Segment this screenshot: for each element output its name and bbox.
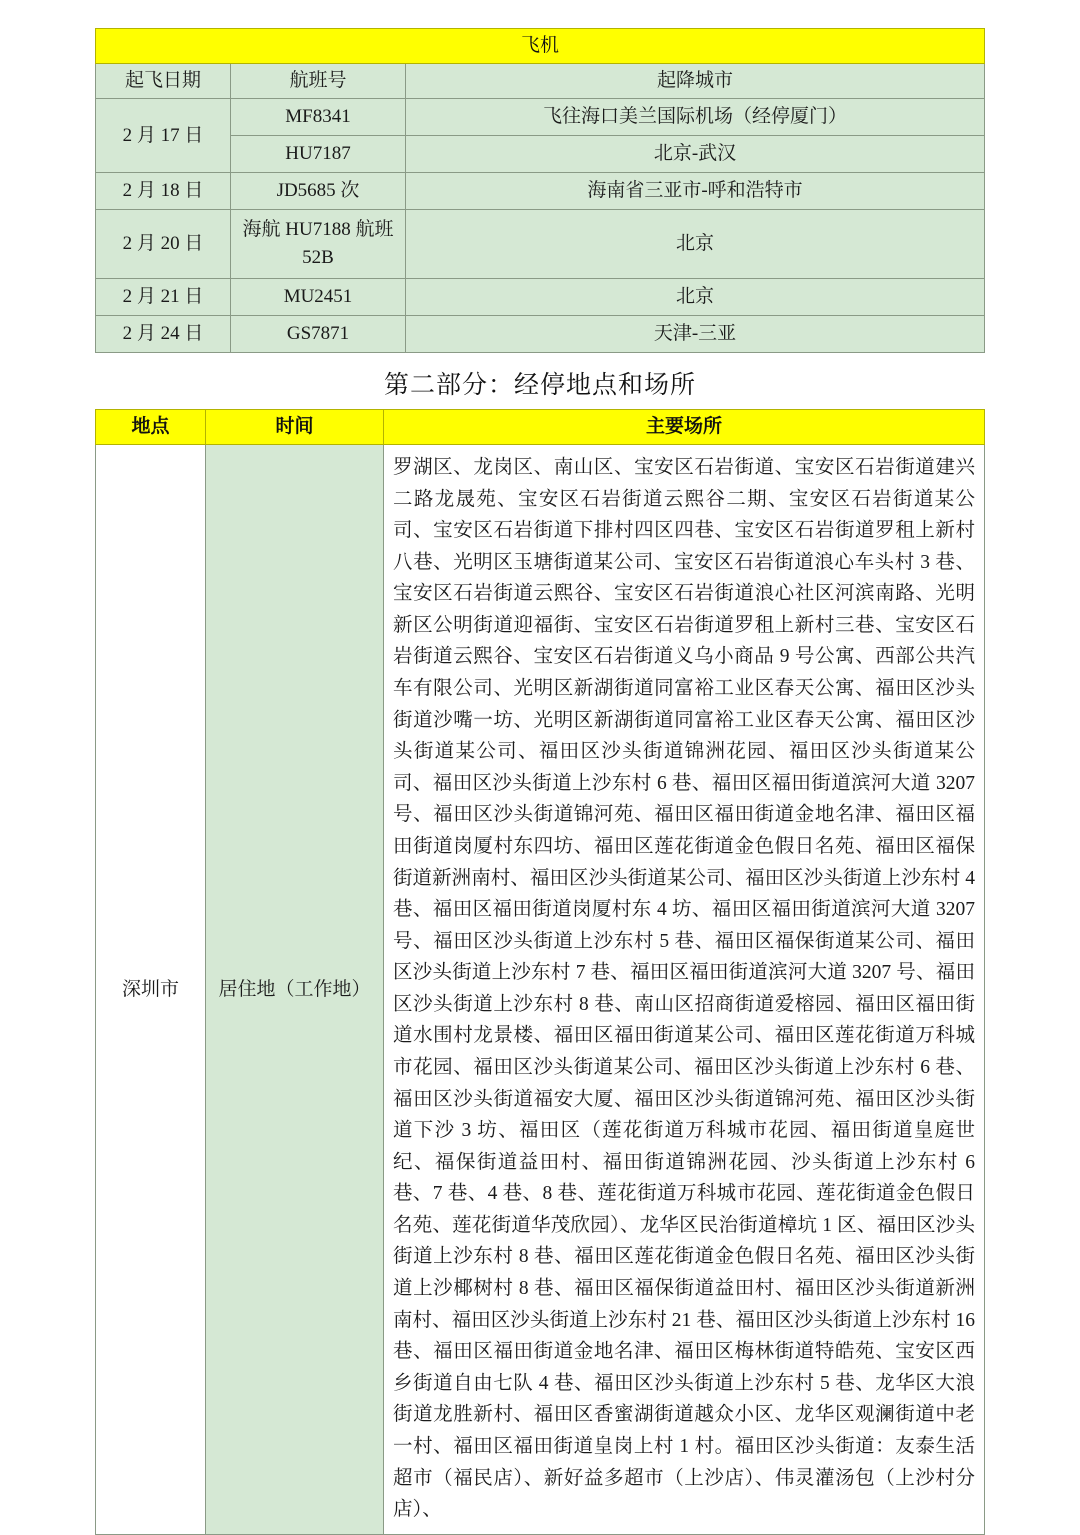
venues-cell: 罗湖区、龙岗区、南山区、宝安区石岩街道、宝安区石岩街道建兴二路龙晟苑、宝安区石岩街道云熙谷二期、宝安区石岩街道某公司、宝安区石岩街道下排村四区四巷、宝安区石岩街道罗租上新村八巷、光明区玉塘街道某公司、宝安区石岩街道浪心车头村 3 巷、宝安区石岩街道云熙谷、宝安区石岩街道浪心社区河滨南路、光明新区公明街道迎福街、宝安区石岩街道罗租上新村三巷、宝安区石岩街道云熙谷、宝安区石岩街道义乌小商品 9 号公寓、西部公共汽车有限公司、光明区新湖街道同富裕工业区春天公寓、福田区沙头街道沙嘴一坊、光明区新湖街道同富裕工业区春天公寓、福田区沙头街道某公司、福田区沙头街道锦洲花园、福田区沙头街道某公司、福田区沙头街道上沙东村 6 巷、福田区福田街道滨河大道 3207 号、福田区沙头街道锦河苑、福田区福田街道金地名津、福田区福田街道岗厦村东四坊、福田区莲花街道金色假日名苑、福田区福保街道新洲南村、福田区沙头街道某公司、福田区沙头街道上沙东村 4 巷、福田区福田街道岗厦村东 4 坊、福田区福田街道滨河大道 3207 号、福田区沙头街道上沙东村 5 巷、福田区福保街道某公司、福田区沙头街道上沙东村 7 巷、福田区福田街道滨河大道 3207 号、福田区沙头街道上沙东村 8 巷、南山区招商街道爱榕园、福田区福田街道水围村龙景楼、福田区福田街道某公司、福田区莲花街道万科城市花园、福田区沙头街道某公司、福田区沙头街道上沙东村 6 巷、福田区沙头街道福安大厦、福田区沙头街道锦河苑、福田区沙头街道下沙 3 坊、福田区（莲花街道万科城市花园、福田街道皇庭世纪、福保街道益田村、福田街道锦洲花园、沙头街道上沙东村 6 巷、7 巷、4 巷、8 巷、莲花街道万科城市花园、莲花街道金色假日名苑、莲花街道华茂欣园）、龙华区民治街道樟坑 1 区、福田区沙头街道上沙东村 8 巷、福田区莲花街道金色假日名苑、福田区沙头街道上沙椰树村 8 巷、福田区福保街道益田村、福田区沙头街道新洲南村、福田区沙头街道上沙东村 21 巷、福田区沙头街道上沙东村 16 巷、福田区福田街道金地名津、福田区梅林街道特皓苑、宝安区西乡街道自由七队 4 巷、福田区沙头街道上沙东村 5 巷、龙华区大浪街道龙胜新村、福田区香蜜湖街道越众小区、龙华区观澜街道中老一村、福田区福田街道皇岗上村 1 村。福田区沙头街道：友泰生活超市（福民店）、新好益多超市（上沙店）、伟灵灌汤包（上沙村分店）、 — [384, 445, 985, 1535]
flight-date-cell: 2 月 17 日 — [96, 99, 231, 173]
flight-number-cell: GS7871 — [231, 316, 406, 353]
table-row — [96, 445, 985, 1535]
column-header-time: 时间 — [206, 410, 384, 445]
flight-date-cell: 2 月 21 日 — [96, 279, 231, 316]
places-table-header-row — [96, 410, 985, 445]
flight-number-cell: MU2451 — [231, 279, 406, 316]
column-header-main-venues: 主要场所 — [384, 410, 985, 445]
flight-date-cell: 2 月 24 日 — [96, 316, 231, 353]
section-heading-part-two: 第二部分：经停地点和场所 — [383, 372, 696, 399]
flight-city-cell: 天津-三亚 — [406, 316, 985, 353]
column-header-departure-date: 起飞日期 — [96, 64, 231, 99]
flight-city-cell: 北京 — [406, 279, 985, 316]
flight-date-cell: 2 月 18 日 — [96, 173, 231, 210]
column-header-location: 地点 — [96, 410, 206, 445]
flight-table — [95, 28, 985, 353]
flight-city-cell: 北京-武汉 — [406, 136, 985, 173]
flight-table-title-row — [96, 29, 985, 64]
table-row — [96, 279, 985, 316]
location-cell: 深圳市 — [96, 445, 206, 1535]
time-cell: 居住地（工作地） — [206, 445, 384, 1535]
flight-number-cell: JD5685 次 — [231, 173, 406, 210]
table-row — [96, 173, 985, 210]
column-header-flight-number: 航班号 — [231, 64, 406, 99]
flight-city-cell: 北京 — [406, 210, 985, 279]
flight-number-cell: MF8341 — [231, 99, 406, 136]
flight-table-header-row — [96, 64, 985, 99]
flight-city-cell: 飞往海口美兰国际机场（经停厦门） — [406, 99, 985, 136]
flight-city-cell: 海南省三亚市-呼和浩特市 — [406, 173, 985, 210]
table-row — [96, 210, 985, 279]
flight-number-cell: HU7187 — [231, 136, 406, 173]
column-header-cities: 起降城市 — [406, 64, 985, 99]
flight-table-title: 飞机 — [96, 29, 985, 64]
document-page — [0, 28, 1080, 1535]
flight-date-cell: 2 月 20 日 — [96, 210, 231, 279]
table-row — [96, 99, 985, 136]
places-table — [95, 409, 985, 1535]
table-row — [96, 316, 985, 353]
flight-number-cell: 海航 HU7188 航班 52B — [231, 210, 406, 279]
